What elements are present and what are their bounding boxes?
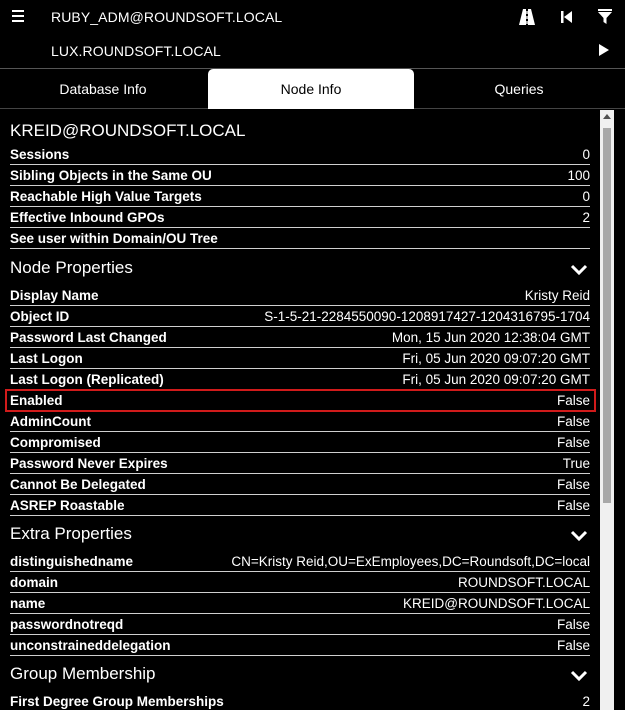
road-icon[interactable] (518, 8, 536, 26)
row-key: ASREP Roastable (10, 498, 125, 513)
row-key: domain (10, 575, 59, 590)
section-title: Group Membership (10, 664, 156, 683)
row-value: True (562, 456, 590, 471)
row-value: False (556, 393, 590, 408)
extra-property-row (10, 614, 590, 635)
row-value: False (556, 414, 590, 429)
row-key[interactable]: See user within Domain/OU Tree (10, 231, 218, 246)
row-value: False (556, 617, 590, 632)
row-value[interactable]: 100 (567, 168, 590, 183)
property-row (10, 432, 590, 453)
row-key: Last Logon (Replicated) (10, 372, 164, 387)
target-node-input[interactable]: LUX.ROUNDSOFT.LOCAL (51, 43, 221, 59)
filter-icon[interactable] (596, 8, 614, 26)
chevron-down-icon[interactable] (570, 668, 588, 688)
row-key: name (10, 596, 46, 611)
node-properties-header[interactable] (10, 258, 590, 288)
enabled-highlight-box (5, 389, 596, 412)
row-value: S-1-5-21-2284550090-1208917427-1204316795-1704 (264, 309, 590, 324)
property-row (10, 369, 590, 390)
row-key: passwordnotreqd (10, 617, 124, 632)
row-key: Enabled (10, 393, 63, 408)
row-value: Fri, 05 Jun 2020 09:07:20 GMT (402, 351, 590, 366)
section-title: Node Properties (10, 258, 133, 277)
start-node-input[interactable]: RUBY_ADM@ROUNDSOFT.LOCAL (51, 9, 283, 25)
overview-row[interactable] (10, 144, 590, 165)
node-title: KREID@ROUNDSOFT.LOCAL (10, 121, 246, 140)
property-row (10, 411, 590, 432)
row-key: Sibling Objects in the Same OU (10, 168, 212, 183)
row-key: Sessions (10, 147, 70, 162)
row-key: Last Logon (10, 351, 83, 366)
extra-property-row (10, 572, 590, 593)
row-value: ROUNDSOFT.LOCAL (457, 575, 590, 590)
scrollbar-thumb[interactable] (603, 128, 611, 503)
row-value: KREID@ROUNDSOFT.LOCAL (403, 596, 590, 611)
extra-property-row (10, 635, 590, 656)
scrollbar[interactable] (600, 110, 614, 710)
overview-row[interactable] (10, 207, 590, 228)
row-key: Display Name (10, 288, 99, 303)
group-membership-header[interactable] (10, 664, 590, 694)
row-key: Compromised (10, 435, 101, 450)
row-key: AdminCount (10, 414, 91, 429)
row-key: unconstraineddelegation (10, 638, 171, 653)
row-key: distinguishedname (10, 554, 134, 569)
section-title: Extra Properties (10, 524, 132, 543)
row-key: Effective Inbound GPOs (10, 210, 165, 225)
tab-node-info[interactable]: Node Info (208, 69, 414, 109)
chevron-down-icon[interactable] (570, 528, 588, 548)
overview-row[interactable] (10, 165, 590, 186)
extra-property-row (10, 593, 590, 614)
extra-properties-header[interactable] (10, 524, 590, 554)
extra-property-row (10, 551, 590, 572)
property-row (10, 474, 590, 495)
row-value: Kristy Reid (524, 288, 590, 303)
step-backward-icon[interactable] (558, 8, 576, 26)
tab-bar (0, 69, 625, 109)
row-value[interactable]: 0 (582, 189, 590, 204)
row-key: Password Never Expires (10, 456, 168, 471)
property-row (10, 453, 590, 474)
row-value: False (556, 435, 590, 450)
scroll-up-arrow-icon[interactable] (603, 114, 611, 119)
row-value: Mon, 15 Jun 2020 12:38:04 GMT (391, 330, 590, 345)
node-info-panel (0, 110, 600, 710)
tab-queries[interactable]: Queries (494, 81, 544, 97)
overview-row[interactable] (10, 228, 590, 249)
tab-database-info[interactable]: Database Info (59, 81, 147, 97)
target-node-row (0, 34, 625, 68)
row-value: False (556, 498, 590, 513)
menu-icon[interactable] (12, 8, 26, 24)
property-row (10, 348, 590, 369)
property-row (10, 495, 590, 516)
row-value: Fri, 05 Jun 2020 09:07:20 GMT (402, 372, 590, 387)
start-node-row (0, 0, 625, 34)
property-row (10, 306, 590, 327)
row-key: Password Last Changed (10, 330, 167, 345)
overview-row[interactable] (10, 186, 590, 207)
row-value[interactable]: 2 (582, 210, 590, 225)
chevron-down-icon[interactable] (570, 262, 588, 282)
group-membership-row[interactable] (10, 691, 590, 710)
row-value[interactable]: 0 (582, 147, 590, 162)
property-row (10, 285, 590, 306)
property-row (10, 327, 590, 348)
row-key: Cannot Be Delegated (10, 477, 146, 492)
row-value: False (556, 477, 590, 492)
row-value: False (556, 638, 590, 653)
row-value[interactable]: 2 (582, 694, 590, 709)
row-key: Object ID (10, 309, 70, 324)
row-key: Reachable High Value Targets (10, 189, 202, 204)
play-icon[interactable] (597, 42, 615, 60)
row-value: CN=Kristy Reid,OU=ExEmployees,DC=Roundsoft,DC=local (231, 554, 590, 569)
row-key: First Degree Group Memberships (10, 694, 224, 709)
search-bar (0, 0, 625, 69)
